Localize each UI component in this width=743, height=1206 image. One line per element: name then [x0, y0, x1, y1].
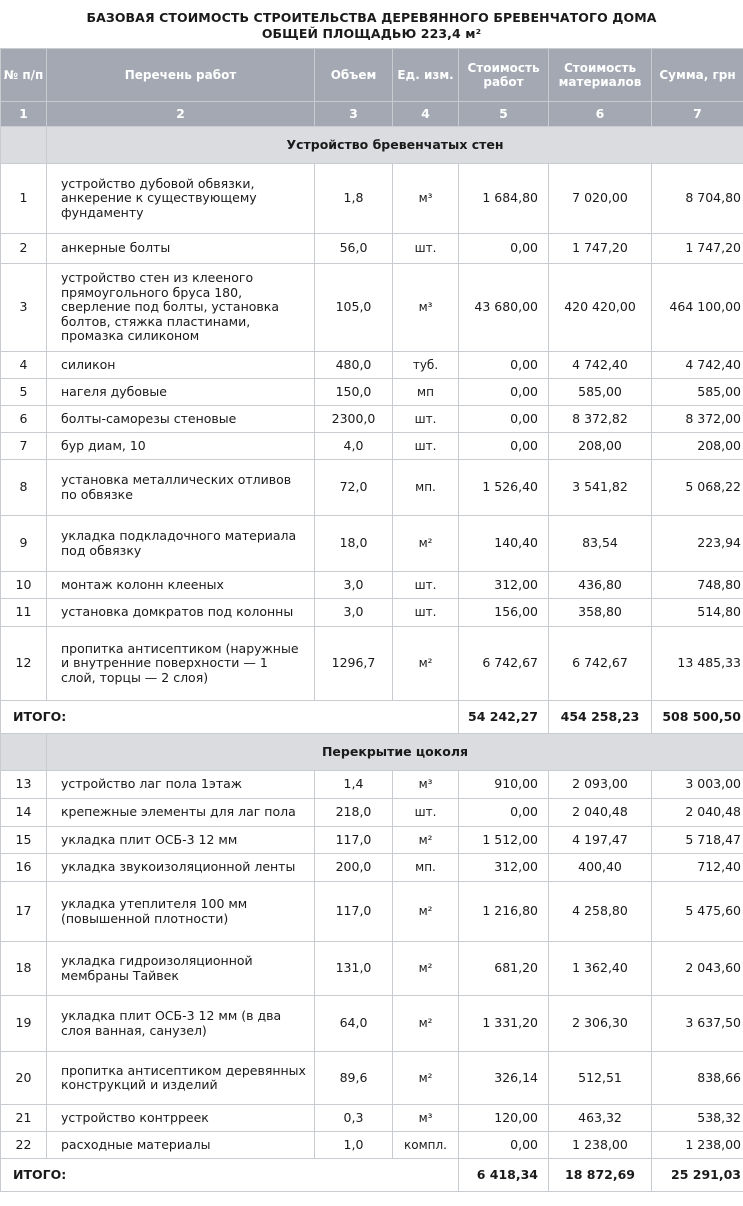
material-cost: 2 306,30 [549, 996, 652, 1052]
labor-cost: 1 526,40 [459, 460, 549, 516]
material-cost: 4 258,80 [549, 882, 652, 942]
volume-value: 56,0 [315, 234, 393, 264]
col-header-unit: Ед. изм. [393, 49, 459, 102]
title-line-1: БАЗОВАЯ СТОИМОСТЬ СТРОИТЕЛЬСТВА ДЕРЕВЯННОГО БРЕВЕНЧАТОГО ДОМА [86, 10, 657, 25]
total-labor: 54 242,27 [459, 701, 549, 734]
material-cost: 6 742,67 [549, 627, 652, 701]
material-cost: 83,54 [549, 516, 652, 572]
section-header-row [1, 734, 743, 771]
labor-cost: 156,00 [459, 599, 549, 627]
row-sum: 4 742,40 [652, 352, 743, 379]
table-row [1, 627, 743, 701]
work-description: крепежные элементы для лаг пола [47, 799, 315, 827]
col-header-sum: Сумма, грн [652, 49, 743, 102]
labor-cost: 6 742,67 [459, 627, 549, 701]
row-number: 7 [1, 433, 47, 460]
labor-cost: 43 680,00 [459, 264, 549, 352]
table-row [1, 406, 743, 433]
volume-value: 200,0 [315, 854, 393, 882]
table-row [1, 1132, 743, 1159]
col-header-volume: Объем [315, 49, 393, 102]
row-sum: 2 040,48 [652, 799, 743, 827]
volume-value: 1,4 [315, 771, 393, 799]
col-header-number: № п/п [1, 49, 47, 102]
total-labor: 6 418,34 [459, 1159, 549, 1192]
labor-cost: 0,00 [459, 433, 549, 460]
section-title: Устройство бревенчатых стен [47, 127, 743, 164]
row-sum: 514,80 [652, 599, 743, 627]
material-cost: 463,32 [549, 1105, 652, 1132]
row-number: 20 [1, 1052, 47, 1105]
unit-value: м² [393, 996, 459, 1052]
total-material: 454 258,23 [549, 701, 652, 734]
col-number: 6 [549, 102, 652, 127]
total-sum: 25 291,03 [652, 1159, 743, 1192]
volume-value: 18,0 [315, 516, 393, 572]
unit-value: м² [393, 627, 459, 701]
section-header-row [1, 127, 743, 164]
row-sum: 8 372,00 [652, 406, 743, 433]
labor-cost: 910,00 [459, 771, 549, 799]
material-cost: 4 197,47 [549, 827, 652, 854]
table-row [1, 996, 743, 1052]
col-header-works: Перечень работ [47, 49, 315, 102]
row-number: 10 [1, 572, 47, 599]
labor-cost: 681,20 [459, 942, 549, 996]
material-cost: 208,00 [549, 433, 652, 460]
unit-value: шт. [393, 406, 459, 433]
total-material: 18 872,69 [549, 1159, 652, 1192]
table-row [1, 460, 743, 516]
row-number: 15 [1, 827, 47, 854]
material-cost: 2 040,48 [549, 799, 652, 827]
volume-value: 89,6 [315, 1052, 393, 1105]
labor-cost: 1 512,00 [459, 827, 549, 854]
work-description: укладка подкладочного материала под обвязку [47, 516, 315, 572]
cost-table [0, 48, 743, 1192]
volume-value: 1,8 [315, 164, 393, 234]
total-label: ИТОГО: [1, 701, 459, 734]
row-number: 17 [1, 882, 47, 942]
unit-value: компл. [393, 1132, 459, 1159]
material-cost: 420 420,00 [549, 264, 652, 352]
row-sum: 208,00 [652, 433, 743, 460]
unit-value: шт. [393, 433, 459, 460]
row-sum: 13 485,33 [652, 627, 743, 701]
table-row [1, 1105, 743, 1132]
row-sum: 5 068,22 [652, 460, 743, 516]
row-number: 8 [1, 460, 47, 516]
unit-value: м² [393, 516, 459, 572]
labor-cost: 1 684,80 [459, 164, 549, 234]
row-number: 6 [1, 406, 47, 433]
material-cost: 1 362,40 [549, 942, 652, 996]
col-header-material-cost: Стоимость материалов [549, 49, 652, 102]
row-number: 9 [1, 516, 47, 572]
unit-value: м² [393, 882, 459, 942]
section-title: Перекрытие цоколя [47, 734, 743, 771]
title-line-2: ОБЩЕЙ ПЛОЩАДЬЮ 223,4 м² [261, 26, 482, 41]
material-cost: 585,00 [549, 379, 652, 406]
material-cost: 3 541,82 [549, 460, 652, 516]
unit-value: м³ [393, 164, 459, 234]
row-number: 14 [1, 799, 47, 827]
work-description: устройство контрреек [47, 1105, 315, 1132]
row-sum: 1 747,20 [652, 234, 743, 264]
row-number: 4 [1, 352, 47, 379]
work-description: укладка утеплителя 100 мм (повышенной плотности) [47, 882, 315, 942]
column-number-row [1, 102, 743, 127]
row-sum: 838,66 [652, 1052, 743, 1105]
row-sum: 223,94 [652, 516, 743, 572]
col-number: 4 [393, 102, 459, 127]
row-number: 2 [1, 234, 47, 264]
unit-value: м³ [393, 264, 459, 352]
material-cost: 400,40 [549, 854, 652, 882]
work-description: укладка плит ОСБ-3 12 мм (в два слоя ванная, санузел) [47, 996, 315, 1052]
unit-value: мп. [393, 854, 459, 882]
total-sum: 508 500,50 [652, 701, 743, 734]
row-number: 19 [1, 996, 47, 1052]
labor-cost: 326,14 [459, 1052, 549, 1105]
row-sum: 3 003,00 [652, 771, 743, 799]
row-number: 5 [1, 379, 47, 406]
labor-cost: 0,00 [459, 379, 549, 406]
labor-cost: 0,00 [459, 1132, 549, 1159]
labor-cost: 1 216,80 [459, 882, 549, 942]
section-spacer [1, 127, 47, 164]
total-label: ИТОГО: [1, 1159, 459, 1192]
row-sum: 3 637,50 [652, 996, 743, 1052]
table-row [1, 854, 743, 882]
volume-value: 131,0 [315, 942, 393, 996]
table-row [1, 572, 743, 599]
work-description: расходные материалы [47, 1132, 315, 1159]
row-number: 18 [1, 942, 47, 996]
table-row [1, 799, 743, 827]
row-number: 21 [1, 1105, 47, 1132]
table-row [1, 1052, 743, 1105]
material-cost: 7 020,00 [549, 164, 652, 234]
table-row [1, 516, 743, 572]
volume-value: 150,0 [315, 379, 393, 406]
unit-value: шт. [393, 572, 459, 599]
work-description: анкерные болты [47, 234, 315, 264]
col-number: 5 [459, 102, 549, 127]
volume-value: 3,0 [315, 599, 393, 627]
unit-value: м³ [393, 771, 459, 799]
row-sum: 5 475,60 [652, 882, 743, 942]
work-description: устройство стен из клееного прямоугольного бруса 180, сверление под болты, установка болтов, стяжка пластинами, промазка силиконом [47, 264, 315, 352]
labor-cost: 312,00 [459, 854, 549, 882]
volume-value: 1296,7 [315, 627, 393, 701]
table-row [1, 264, 743, 352]
material-cost: 2 093,00 [549, 771, 652, 799]
col-number: 7 [652, 102, 743, 127]
row-number: 1 [1, 164, 47, 234]
unit-value: м³ [393, 1105, 459, 1132]
row-sum: 538,32 [652, 1105, 743, 1132]
volume-value: 2300,0 [315, 406, 393, 433]
work-description: монтаж колонн клееных [47, 572, 315, 599]
row-number: 13 [1, 771, 47, 799]
volume-value: 72,0 [315, 460, 393, 516]
table-row [1, 379, 743, 406]
row-sum: 1 238,00 [652, 1132, 743, 1159]
labor-cost: 1 331,20 [459, 996, 549, 1052]
row-sum: 5 718,47 [652, 827, 743, 854]
col-number: 3 [315, 102, 393, 127]
row-number: 12 [1, 627, 47, 701]
material-cost: 512,51 [549, 1052, 652, 1105]
row-number: 22 [1, 1132, 47, 1159]
table-row [1, 234, 743, 264]
volume-value: 3,0 [315, 572, 393, 599]
volume-value: 218,0 [315, 799, 393, 827]
unit-value: туб. [393, 352, 459, 379]
work-description: укладка звукоизоляционной ленты [47, 854, 315, 882]
unit-value: шт. [393, 599, 459, 627]
work-description: укладка плит ОСБ-3 12 мм [47, 827, 315, 854]
labor-cost: 120,00 [459, 1105, 549, 1132]
row-sum: 748,80 [652, 572, 743, 599]
volume-value: 105,0 [315, 264, 393, 352]
labor-cost: 0,00 [459, 352, 549, 379]
unit-value: м² [393, 827, 459, 854]
work-description: пропитка антисептиком (наружные и внутренние поверхности — 1 слой, торцы — 2 слоя) [47, 627, 315, 701]
labor-cost: 312,00 [459, 572, 549, 599]
row-sum: 585,00 [652, 379, 743, 406]
unit-value: мп [393, 379, 459, 406]
unit-value: шт. [393, 234, 459, 264]
work-description: установка домкратов под колонны [47, 599, 315, 627]
volume-value: 1,0 [315, 1132, 393, 1159]
row-number: 11 [1, 599, 47, 627]
work-description: устройство дубовой обвязки, анкерение к существующему фундаменту [47, 164, 315, 234]
col-number: 1 [1, 102, 47, 127]
work-description: установка металлических отливов по обвязке [47, 460, 315, 516]
table-body [1, 127, 743, 1192]
unit-value: шт. [393, 799, 459, 827]
header-row [1, 49, 743, 102]
table-row [1, 771, 743, 799]
volume-value: 480,0 [315, 352, 393, 379]
col-header-labor-cost: Стоимость работ [459, 49, 549, 102]
table-row [1, 882, 743, 942]
row-sum: 712,40 [652, 854, 743, 882]
material-cost: 436,80 [549, 572, 652, 599]
work-description: устройство лаг пола 1этаж [47, 771, 315, 799]
unit-value: м² [393, 1052, 459, 1105]
table-row [1, 599, 743, 627]
labor-cost: 0,00 [459, 799, 549, 827]
table-row [1, 433, 743, 460]
volume-value: 4,0 [315, 433, 393, 460]
work-description: нагеля дубовые [47, 379, 315, 406]
unit-value: мп. [393, 460, 459, 516]
row-number: 3 [1, 264, 47, 352]
col-number: 2 [47, 102, 315, 127]
volume-value: 0,3 [315, 1105, 393, 1132]
row-number: 16 [1, 854, 47, 882]
labor-cost: 0,00 [459, 406, 549, 433]
volume-value: 117,0 [315, 882, 393, 942]
volume-value: 64,0 [315, 996, 393, 1052]
table-row [1, 942, 743, 996]
row-sum: 2 043,60 [652, 942, 743, 996]
row-sum: 464 100,00 [652, 264, 743, 352]
row-sum: 8 704,80 [652, 164, 743, 234]
unit-value: м² [393, 942, 459, 996]
material-cost: 1 238,00 [549, 1132, 652, 1159]
total-row [1, 1159, 743, 1192]
material-cost: 1 747,20 [549, 234, 652, 264]
material-cost: 358,80 [549, 599, 652, 627]
total-row [1, 701, 743, 734]
work-description: пропитка антисептиком деревянных конструкций и изделий [47, 1052, 315, 1105]
section-spacer [1, 734, 47, 771]
labor-cost: 0,00 [459, 234, 549, 264]
document-title [0, 0, 743, 48]
material-cost: 4 742,40 [549, 352, 652, 379]
labor-cost: 140,40 [459, 516, 549, 572]
material-cost: 8 372,82 [549, 406, 652, 433]
table-row [1, 827, 743, 854]
table-row [1, 164, 743, 234]
work-description: бур диам, 10 [47, 433, 315, 460]
volume-value: 117,0 [315, 827, 393, 854]
work-description: болты-саморезы стеновые [47, 406, 315, 433]
work-description: силикон [47, 352, 315, 379]
table-row [1, 352, 743, 379]
work-description: укладка гидроизоляционной мембраны Тайвек [47, 942, 315, 996]
